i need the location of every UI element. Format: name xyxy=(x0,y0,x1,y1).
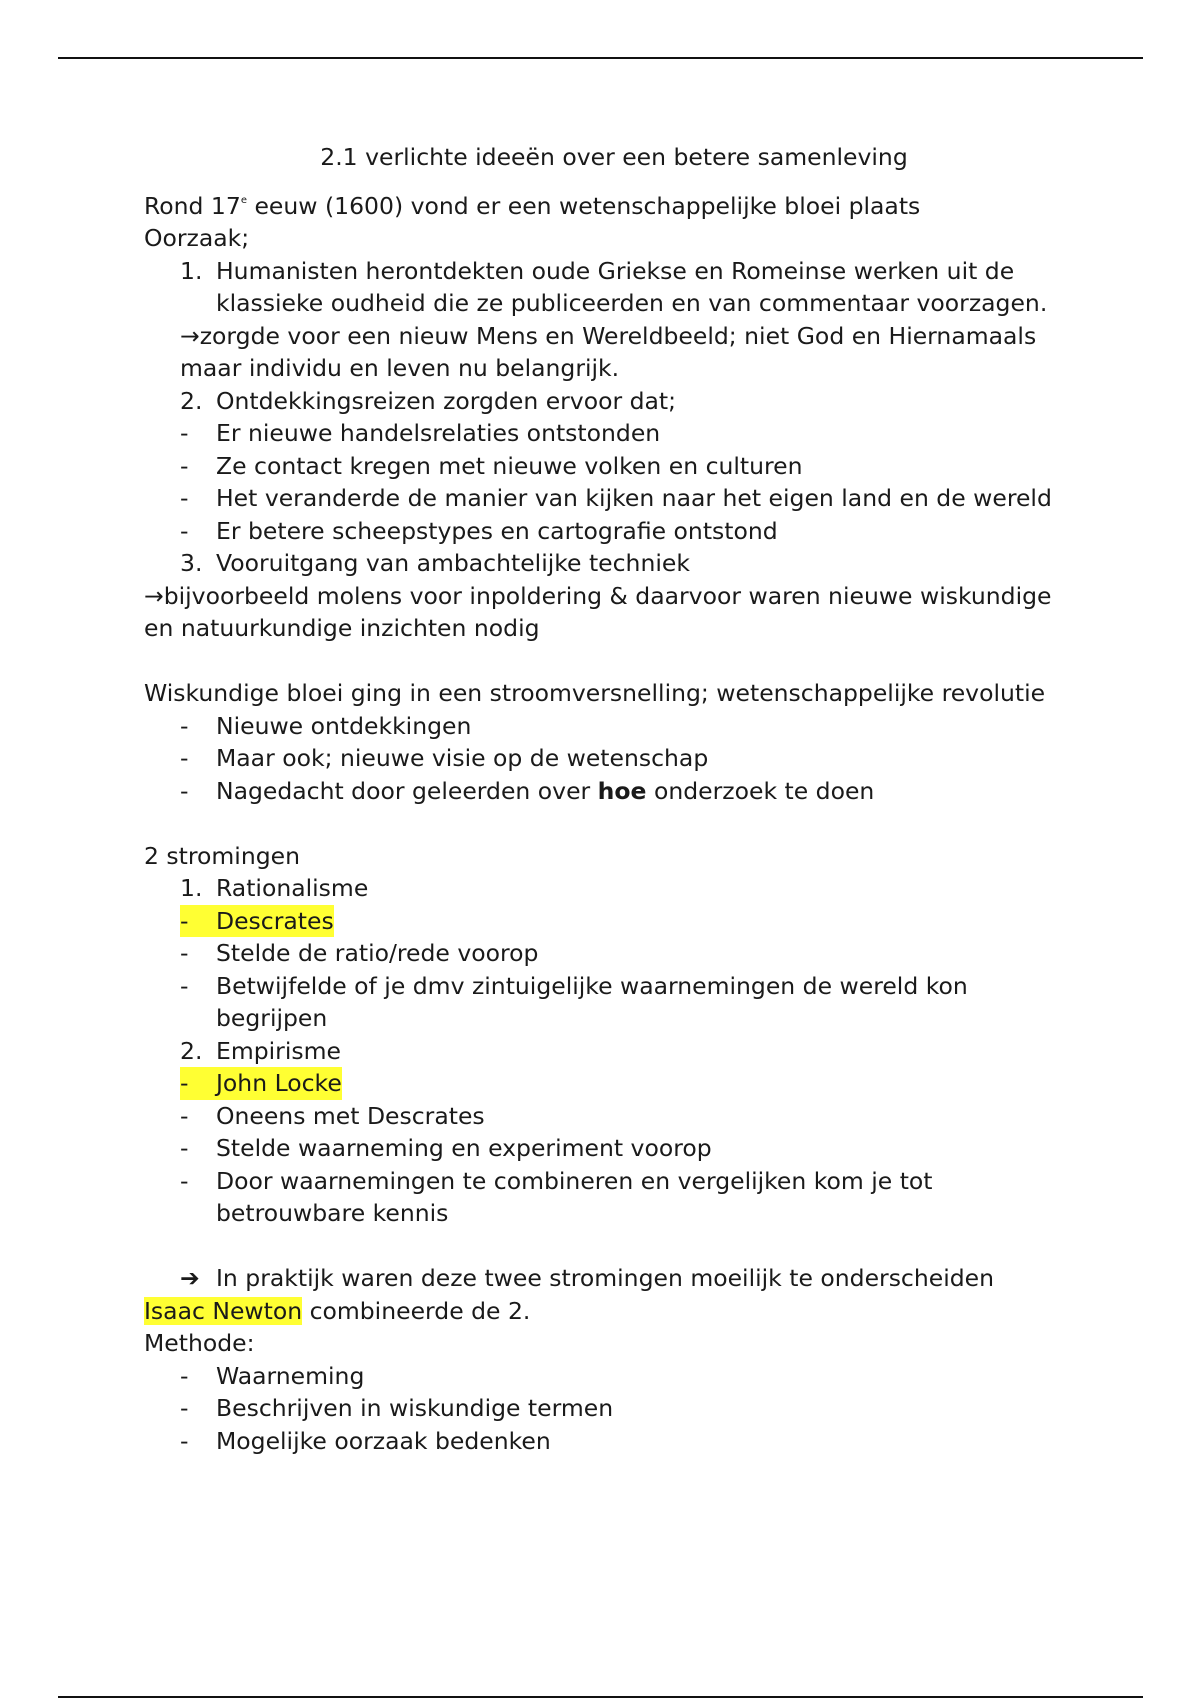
newton-line: Isaac Newton combineerde de 2. xyxy=(144,1296,531,1325)
revolution-paragraph: Wiskundige bloei ging in een stroomversnelling; wetenschappelijke revolutie xyxy=(144,679,1046,707)
arrow-icon: → xyxy=(180,321,200,350)
list-item: - Ze contact kregen met nieuwe volken en culturen xyxy=(180,451,803,480)
list-item: - Waarneming xyxy=(180,1361,365,1390)
arrow-note: →bijvoorbeeld molens voor inpoldering & daarvoor waren nieuwe wiskundige en natuurkundige inzichten nodig xyxy=(144,581,1052,642)
section-heading: 2 stromingen xyxy=(144,841,300,870)
list-item: - Het veranderde de manier van kijken naar het eigen land en de wereld xyxy=(180,484,1052,512)
spacer xyxy=(144,807,1064,840)
document-body xyxy=(144,141,1064,1457)
list-item: - Stelde de ratio/rede voorop xyxy=(180,939,539,967)
highlighted-name: Isaac Newton xyxy=(144,1296,303,1325)
header-rule xyxy=(58,57,1143,59)
list-item: 1. Humanisten herontdekten oude Griekse en Romeinse werken uit de klassieke oudheid die ze publiceerden en van commentaar voorzagen. xyxy=(180,256,1048,317)
list-item: - Betwijfelde of je dmv zintuigelijke waarnemingen de wereld kon begrijpen xyxy=(180,971,968,1032)
list-item: - Oneens met Descrates xyxy=(180,1101,485,1130)
list-item: 2. Ontdekkingsreizen zorgden ervoor dat; xyxy=(180,386,677,415)
spacer xyxy=(144,1230,1064,1263)
cause-label: Oorzaak; xyxy=(144,224,250,252)
list-item: - Door waarnemingen te combineren en vergelijken kom je tot betrouwbare kennis xyxy=(180,1166,933,1227)
arrow-icon: → xyxy=(144,581,164,610)
arrow-icon: ➔ xyxy=(180,1264,200,1292)
highlighted-item: - John Locke xyxy=(144,1067,1064,1100)
list-item: - Er betere scheepstypes en cartografie ontstond xyxy=(180,516,778,545)
footer-rule xyxy=(58,1696,1143,1698)
list-item: 1. Rationalisme xyxy=(180,874,369,902)
bold-term: hoe xyxy=(597,776,647,805)
list-item: - Beschrijven in wiskundige termen xyxy=(180,1394,614,1422)
list-item: - Mogelijke oorzaak bedenken xyxy=(180,1426,551,1455)
list-item: - Nieuwe ontdekkingen xyxy=(180,711,472,740)
page-title: 2.1 verlichte ideeën over een betere samenleving xyxy=(320,143,908,171)
intro-line: Rond 17e eeuw (1600) vond er een wetenschappelijke bloei plaats xyxy=(144,191,921,220)
list-item: - Er nieuwe handelsrelaties ontstonden xyxy=(180,419,661,447)
list-item: - Stelde waarneming en experiment voorop xyxy=(180,1134,712,1162)
arrow-conclusion: ➔ In praktijk waren deze twee stromingen moeilijk te onderscheiden xyxy=(144,1262,1064,1295)
highlighted-item: - Descrates xyxy=(144,905,1064,938)
spacer xyxy=(144,645,1064,678)
list-item: 3. Vooruitgang van ambachtelijke techniek xyxy=(180,549,690,577)
method-label: Methode: xyxy=(144,1329,255,1357)
list-item: - Maar ook; nieuwe visie op de wetenschap xyxy=(180,744,709,772)
list-item: - Nagedacht door geleerden over hoe onderzoek te doen xyxy=(180,776,875,805)
arrow-note: →zorgde voor een nieuw Mens en Wereldbeeld; niet God en Hiernamaals maar individu en leven nu belangrijk. xyxy=(180,321,1037,382)
list-item: 2. Empirisme xyxy=(180,1036,341,1065)
